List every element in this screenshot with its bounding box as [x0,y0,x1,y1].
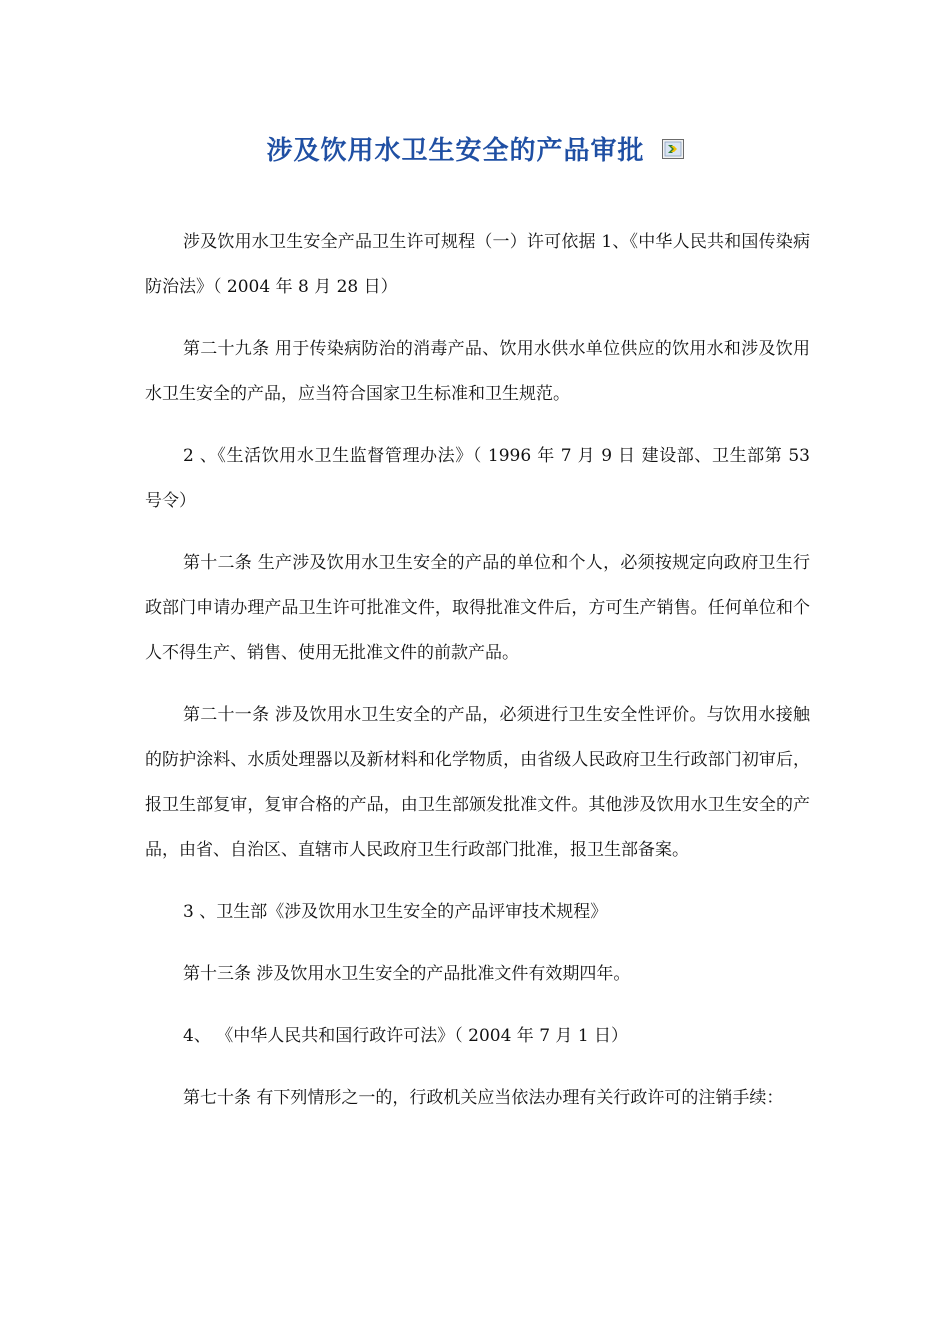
page-title: 涉及饮用水卫生安全的产品审批 [266,136,645,166]
paragraph-article-29: 第二十九条 用于传染病防治的消毒产品、饮用水供水单位供应的饮用水和涉及饮用水卫生安全的产品，应当符合国家卫生标准和卫生规范。 [145,339,810,404]
paragraph-article-70: 第七十条 有下列情形之一的，行政机关应当依法办理有关行政许可的注销手续： [183,1088,784,1108]
title-row [0,130,950,167]
paragraph-regulation-4: 4、 《中华人民共和国行政许可法》（ 2004 年 7 月 1 日） [183,1026,629,1046]
paragraph-legal-basis: 涉及饮用水卫生安全产品卫生许可规程（一）许可依据 1、《中华人民共和国传染病防治法》（ 2004 年 8 月 28 日） [145,232,810,297]
paragraph-regulation-2: 2 、《生活饮用水卫生监督管理办法》（ 1996 年 7 月 9 日 建设部、卫生部第 53 号令） [145,446,810,511]
paragraph-article-12: 第十二条 生产涉及饮用水卫生安全的产品的单位和个人，必须按规定向政府卫生行政部门申请办理产品卫生许可批准文件，取得批准文件后，方可生产销售。任何单位和个人不得生产、销售、使用无批准文件的前款产品。 [145,553,810,663]
paragraph-article-21: 第二十一条 涉及饮用水卫生安全的产品，必须进行卫生安全性评价。与饮用水接触的防护涂料、水质处理器以及新材料和化学物质，由省级人民政府卫生行政部门初审后，报卫生部复审，复审合格的产品，由卫生部颁发批准文件。其他涉及饮用水卫生安全的产品，由省、自治区、直辖市人民政府卫生行政部门批准，报卫生部备案。 [145,705,810,860]
paragraph-regulation-3: 3 、卫生部《涉及饮用水卫生安全的产品评审技术规程》 [183,902,608,922]
paragraph-article-13: 第十三条 涉及饮用水卫生安全的产品批准文件有效期四年。 [183,964,631,984]
document-link-icon[interactable] [662,139,684,159]
document-body [145,220,810,1138]
